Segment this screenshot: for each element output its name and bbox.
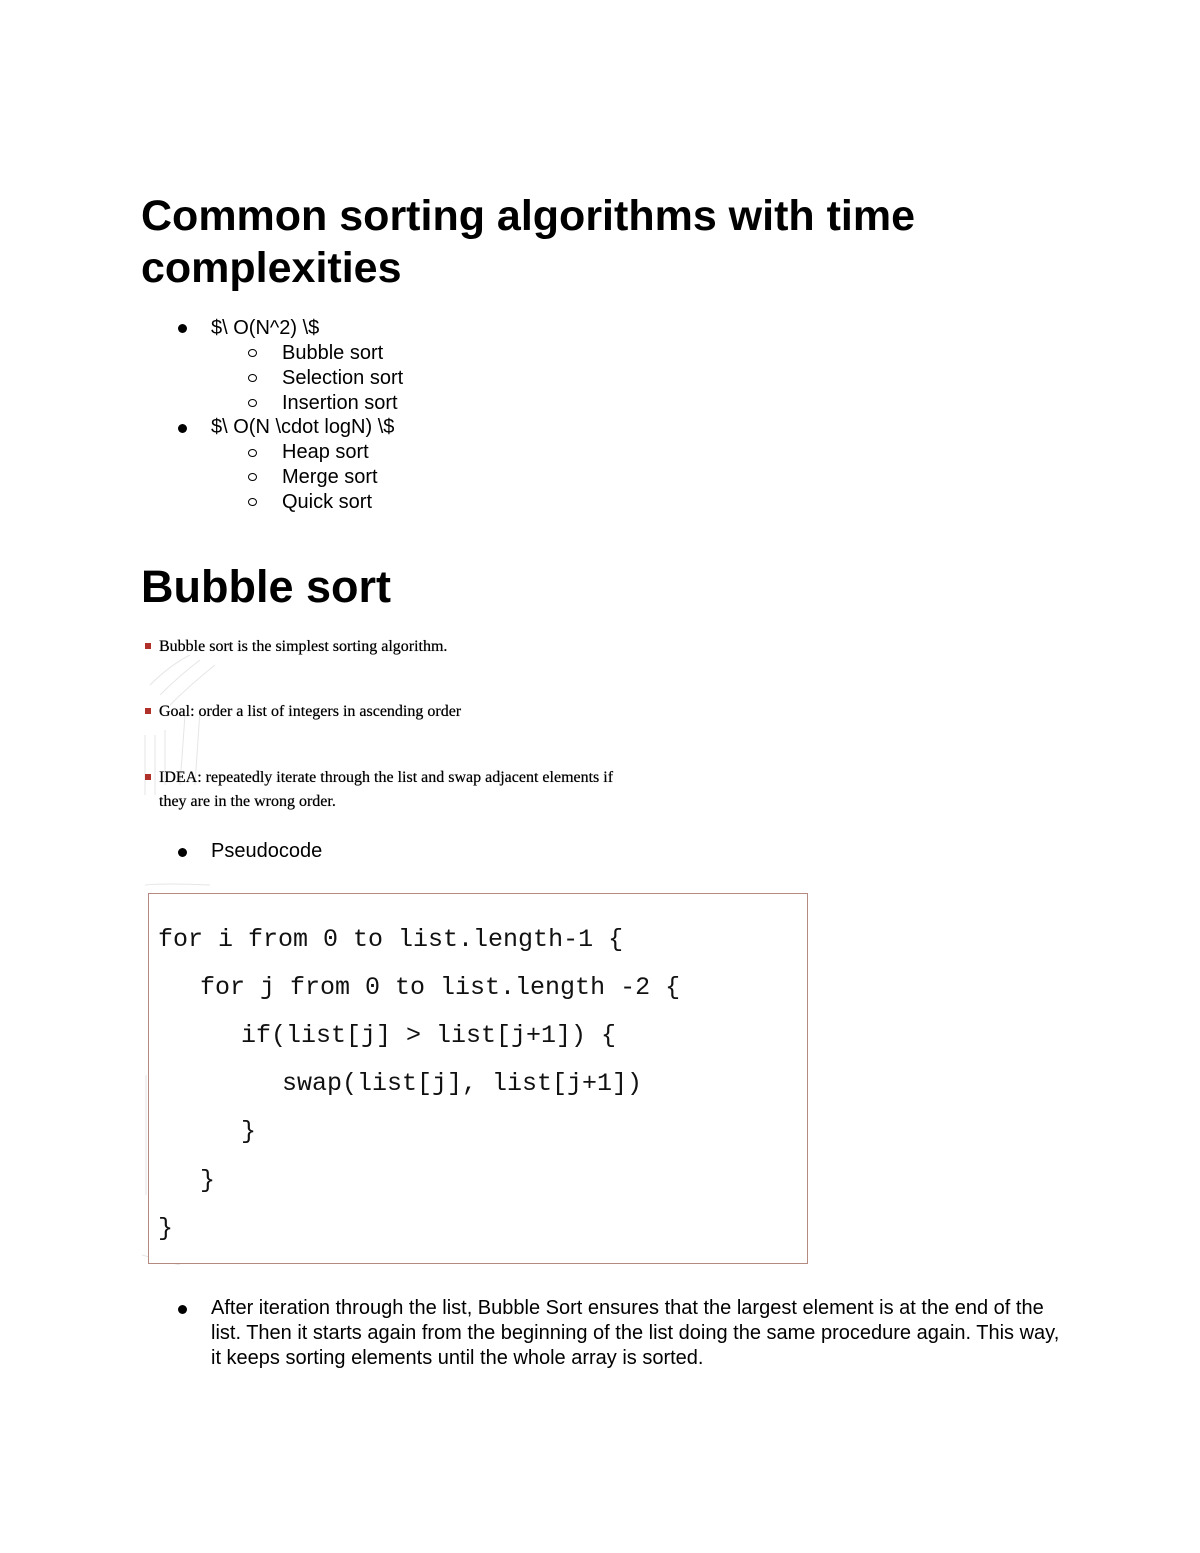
explanation-paragraph: After iteration through the list, Bubble Sort ensures that the largest element is at the end of the list. Then it starts again from the beginning of the list doing the same procedure again. This way, it keeps sorting elements until the whole array is sorted. bbox=[211, 1297, 1060, 1369]
slide-point: Goal: order a list of integers in ascending order bbox=[159, 703, 462, 720]
code-line: swap(list[j], list[j+1]) bbox=[282, 1069, 643, 1098]
sub-bullet-icon bbox=[248, 399, 257, 407]
list-bullet-icon bbox=[178, 424, 187, 433]
list-item: Insertion sort bbox=[282, 392, 398, 414]
sub-bullet-icon bbox=[248, 498, 257, 506]
code-line: } bbox=[200, 1166, 216, 1195]
slide-point: Bubble sort is the simplest sorting algorithm. bbox=[159, 638, 448, 655]
list-bullet-icon bbox=[178, 324, 187, 333]
complexity-label: $\ O(N^2) \$ bbox=[211, 317, 320, 339]
code-line: for i from 0 to list.length-1 { bbox=[158, 925, 624, 954]
slide-point-continuation: they are in the wrong order. bbox=[159, 793, 336, 810]
code-line: if(list[j] > list[j+1]) { bbox=[241, 1021, 617, 1050]
slide-point: IDEA: repeatedly iterate through the list and swap adjacent elements if bbox=[159, 769, 614, 786]
pseudocode-label: Pseudocode bbox=[211, 840, 323, 862]
list-item: Merge sort bbox=[282, 466, 378, 488]
list-item: Bubble sort bbox=[282, 342, 384, 364]
code-line: } bbox=[158, 1214, 174, 1243]
section-title: Bubble sort bbox=[141, 561, 392, 612]
list-item: Heap sort bbox=[282, 441, 369, 463]
slide-bullet-icon bbox=[145, 774, 151, 780]
pseudocode-box bbox=[148, 893, 808, 1264]
complexity-label: $\ O(N \cdot logN) \$ bbox=[211, 416, 395, 438]
sub-bullet-icon bbox=[248, 374, 257, 382]
code-line: for j from 0 to list.length -2 { bbox=[200, 973, 681, 1002]
code-line: } bbox=[241, 1117, 257, 1146]
sub-bullet-icon bbox=[248, 449, 257, 457]
sub-bullet-icon bbox=[248, 473, 257, 481]
list-item: Quick sort bbox=[282, 491, 373, 513]
list-bullet-icon bbox=[178, 1305, 187, 1314]
slide-bullet-icon bbox=[145, 643, 151, 649]
slide-bullet-icon bbox=[145, 708, 151, 714]
list-bullet-icon bbox=[178, 848, 187, 857]
page-title: Common sorting algorithms with time complexities bbox=[141, 192, 916, 292]
list-item: Selection sort bbox=[282, 367, 404, 389]
sub-bullet-icon bbox=[248, 349, 257, 357]
